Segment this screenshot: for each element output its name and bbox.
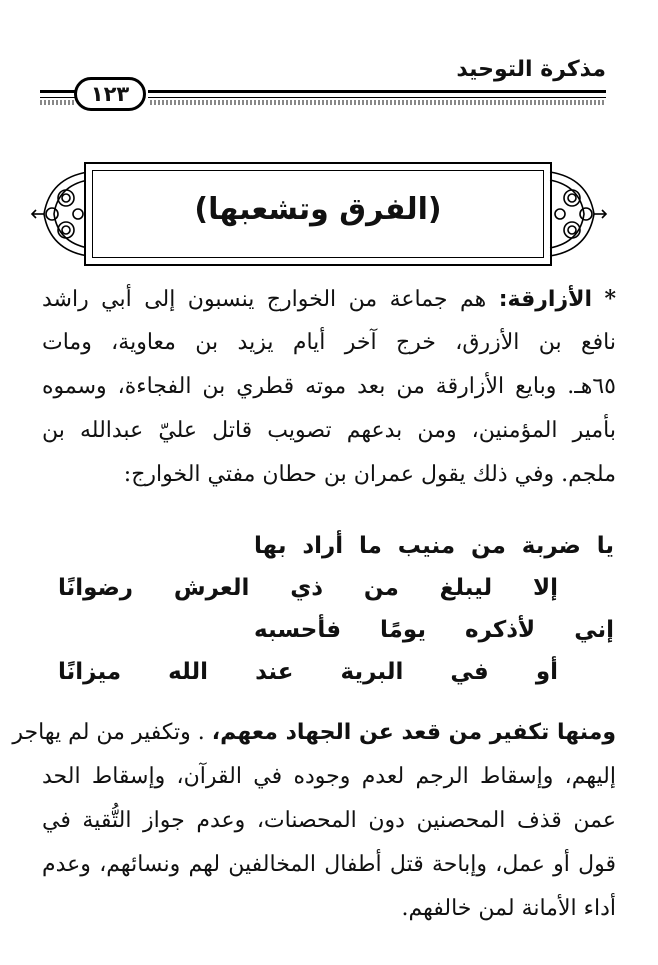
- header-rule-left: [40, 90, 76, 93]
- poem-verse: أو في البرية عند الله ميزانًا: [58, 659, 558, 685]
- header-dots-right: [150, 100, 604, 105]
- paragraph-line: عمن قذف المحصنين دون المحصنات، وعدم جواز التُّقية في: [42, 808, 616, 833]
- header-dots-left: [40, 100, 76, 105]
- header-rule: [148, 90, 606, 93]
- paragraph-line: [42, 284, 616, 315]
- page-number: ١٢٣: [74, 77, 146, 111]
- paragraph-line: أداء الأمانة لمن خالفهم.: [401, 896, 616, 921]
- book-title: مذكرة التوحيد: [456, 57, 606, 82]
- paragraph-text: . وتكفير من لم يهاجر: [12, 720, 205, 745]
- paragraph-line: إليهم، وإسقاط الرجم لعدم وجوده في القرآن، وإسقاط الحد: [42, 764, 616, 789]
- poem-verse: إني لأذكره يومًا فأحسبه: [254, 617, 614, 643]
- poem-verse: إلا ليبلغ من ذي العرش رضوانًا: [58, 575, 558, 601]
- paragraph-line: نافع بن الأزرق، خرج آخر أيام يزيد بن معاوية، ومات: [42, 330, 616, 355]
- header-rule-left-thin: [40, 97, 76, 98]
- section-title-frame: [84, 162, 552, 266]
- ornament-right-icon: [548, 168, 608, 260]
- paragraph-line: ملجم. وفي ذلك يقول عمران بن حطان مفتي الخوارج:: [123, 462, 616, 487]
- term-azariqa: الأزارقة:: [498, 287, 593, 312]
- header-rule-thin: [148, 97, 606, 98]
- section-title: (الفرق وتشعبها): [194, 192, 442, 227]
- ornament-left-icon: [30, 168, 90, 260]
- paragraph-line: بأمير المؤمنين، ومن بدعهم تصويب قاتل عليّ عبدالله بن: [42, 418, 616, 443]
- bullet-star: *: [604, 286, 617, 312]
- paragraph-text: هم جماعة من الخوارج ينسبون إلى أبي راشد: [42, 287, 487, 312]
- paragraph-line: ٦٥هـ. وبايع الأزارقة من بعد موته قطري بن الفجاءة، وسموه: [42, 374, 616, 399]
- paragraph-line: قول أو عمل، وإباحة قتل أطفال المخالفين لهم ونسائهم، وعدم: [42, 852, 616, 877]
- poem-verse: يا ضربة من منيب ما أراد بها: [254, 533, 614, 559]
- bold-lead: ومنها تكفير من قعد عن الجهاد معهم،: [211, 720, 616, 745]
- paragraph-line: [12, 718, 616, 748]
